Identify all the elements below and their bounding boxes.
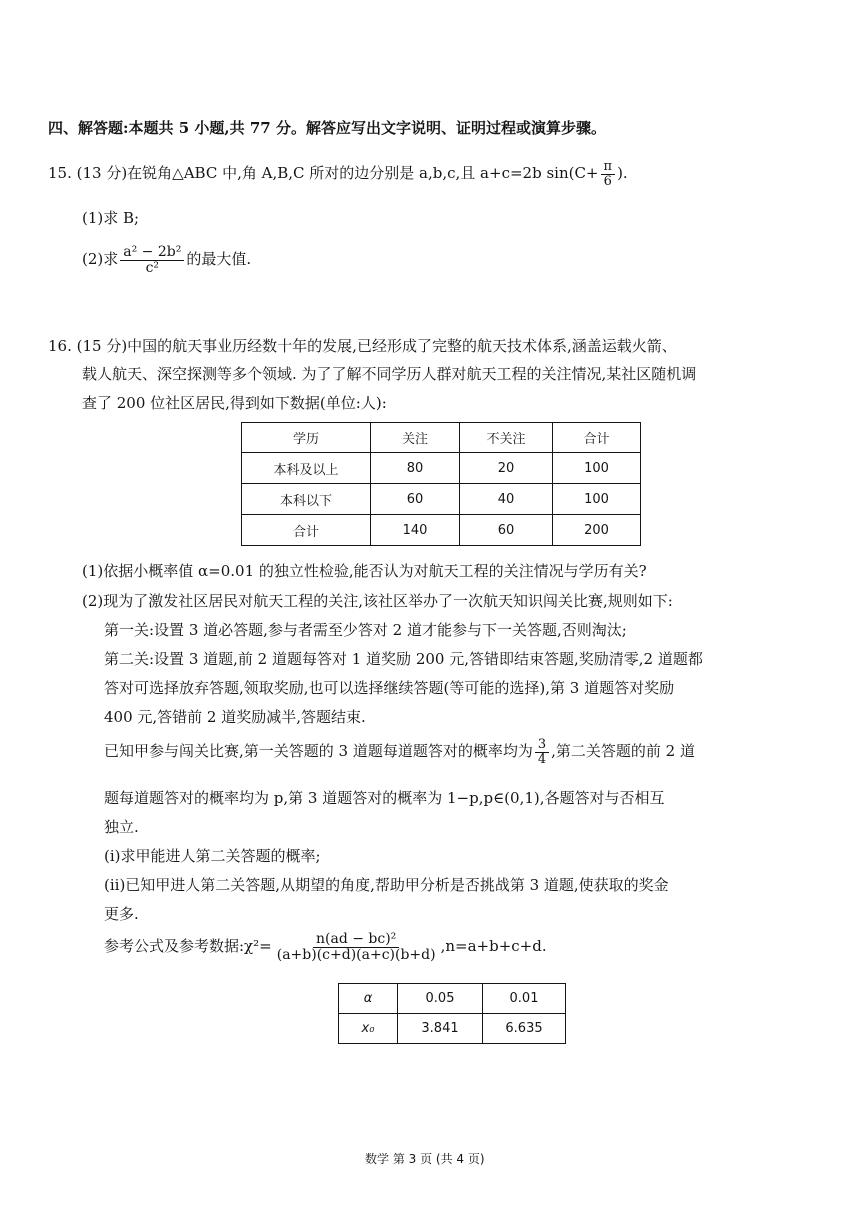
q16-known-a bbox=[104, 738, 695, 766]
q15-part2-suffix: 的最大值. bbox=[186, 250, 252, 269]
q16-line2: 载人航天、深空探测等多个领域. 为了了解不同学历人群对航天工程的关注情况,某社区随机调 bbox=[82, 365, 697, 383]
q16-rule2b: 答对可选择放弃答题,领取奖励,也可以选择继续答题(等可能的选择),第 3 道题答对奖励 bbox=[104, 679, 675, 697]
q16-known-c: 独立. bbox=[104, 818, 139, 836]
section-title: 四、解答题:本题共 5 小题,共 77 分。解答应写出文字说明、证明过程或演算步骤。 bbox=[48, 119, 606, 137]
q16-line3: 查了 200 位社区居民,得到如下数据(单位:人): bbox=[82, 394, 387, 412]
table-cell: 合计 bbox=[242, 515, 371, 546]
table-row bbox=[242, 484, 641, 515]
q16-part2: (2)现为了激发社区居民对航天工程的关注,该社区举办了一次航天知识闯关比赛,规则如下: bbox=[82, 592, 673, 610]
table-cell: 3.841 bbox=[398, 1014, 483, 1044]
q15-stem-suffix: ). bbox=[617, 164, 628, 183]
table-cell: 140 bbox=[371, 515, 460, 546]
q16-formula-prefix: 参考公式及参考数据:χ²= bbox=[104, 937, 272, 956]
q16-formula-num: n(ad − bc)² bbox=[313, 932, 399, 948]
q16-known-a-den: 4 bbox=[537, 751, 547, 767]
q16-three-quarters bbox=[535, 738, 549, 766]
q15-stem-prefix: 15. (13 分)在锐角△ABC 中,角 A,B,C 所对的边分别是 a,b,c,且 a+c=2b sin(C+ bbox=[48, 164, 599, 183]
table-cell: 20 bbox=[460, 453, 553, 484]
table-cell: 80 bbox=[371, 453, 460, 484]
table-cell: α bbox=[339, 984, 398, 1014]
table-cell: 40 bbox=[460, 484, 553, 515]
q16-part1: (1)依据小概率值 α=0.01 的独立性检验,能否认为对航天工程的关注情况与学历有关? bbox=[82, 562, 647, 580]
table-cell: 6.635 bbox=[483, 1014, 566, 1044]
q15-frac-num: π bbox=[601, 160, 616, 175]
q16-sub-ii-a: (ⅱ)已知甲进人第二关答题,从期望的角度,帮助甲分析是否挑战第 3 道题,使获取的奖金 bbox=[104, 876, 669, 894]
table-cell: 0.01 bbox=[483, 984, 566, 1014]
q16-rule2c: 400 元,答错前 2 道奖励减半,答题结束. bbox=[104, 708, 366, 726]
q16-known-a-num: 3 bbox=[535, 738, 549, 753]
q16-rule1: 第一关:设置 3 道必答题,参与者需至少答对 2 道才能参与下一关答题,否则淘汰; bbox=[104, 621, 627, 639]
q16-known-a-prefix: 已知甲参与闯关比赛,第一关答题的 3 道题每道题答对的概率均为 bbox=[104, 742, 533, 761]
q16-line1: 16. (15 分)中国的航天事业历经数十年的发展,已经形成了完整的航天技术体系,涵盖运载火箭、 bbox=[48, 337, 677, 355]
table-row bbox=[339, 984, 566, 1014]
table-row bbox=[242, 453, 641, 484]
q16-formula-den: (a+b)(c+d)(a+c)(b+d) bbox=[276, 946, 436, 963]
education-attention-table bbox=[241, 422, 641, 546]
table-header-cell: 学历 bbox=[242, 423, 371, 453]
q16-formula-suffix: ,n=a+b+c+d. bbox=[440, 937, 547, 956]
table-cell: 100 bbox=[553, 484, 641, 515]
table-cell: 100 bbox=[553, 453, 641, 484]
q15-part1: (1)求 B; bbox=[82, 209, 140, 227]
table-header-row bbox=[242, 423, 641, 453]
q16-known-b: 题每道题答对的概率均为 p,第 3 道题答对的概率为 1−p,p∈(0,1),各题答对与否相互 bbox=[104, 789, 665, 807]
table-header-cell: 合计 bbox=[553, 423, 641, 453]
q16-sub-i: (ⅰ)求甲能进人第二关答题的概率; bbox=[104, 847, 321, 865]
q15-part2-prefix: (2)求 bbox=[82, 250, 119, 269]
table-header-cell: 关注 bbox=[371, 423, 460, 453]
q15-pi-over-6 bbox=[601, 160, 616, 188]
q16-formula bbox=[104, 932, 547, 962]
q15-part2-den: c² bbox=[145, 259, 160, 276]
table-cell: 200 bbox=[553, 515, 641, 546]
table-cell: 60 bbox=[371, 484, 460, 515]
chi-square-fraction bbox=[274, 932, 439, 962]
q16-known-a-suffix: ,第二关答题的前 2 道 bbox=[551, 742, 695, 761]
q15-frac-den: 6 bbox=[603, 173, 612, 189]
q15-part2-num: a² − 2b² bbox=[120, 245, 184, 261]
table-cell: x₀ bbox=[339, 1014, 398, 1044]
page-footer: 数学 第 3 页 (共 4 页) bbox=[365, 1152, 485, 1166]
q16-rule2a: 第二关:设置 3 道题,前 2 道题每答对 1 道奖励 200 元,答错即结束答题,奖励清零,2 道题都 bbox=[104, 650, 703, 668]
table-header-cell: 不关注 bbox=[460, 423, 553, 453]
table-row bbox=[339, 1014, 566, 1044]
table-row bbox=[242, 515, 641, 546]
table-cell: 本科以下 bbox=[242, 484, 371, 515]
table-cell: 本科及以上 bbox=[242, 453, 371, 484]
q15-stem bbox=[48, 160, 628, 188]
q15-part2-fraction bbox=[120, 245, 184, 275]
q15-part2 bbox=[82, 245, 251, 275]
table-cell: 0.05 bbox=[398, 984, 483, 1014]
q16-sub-ii-b: 更多. bbox=[104, 905, 139, 923]
reference-data-table bbox=[338, 983, 566, 1044]
table-cell: 60 bbox=[460, 515, 553, 546]
